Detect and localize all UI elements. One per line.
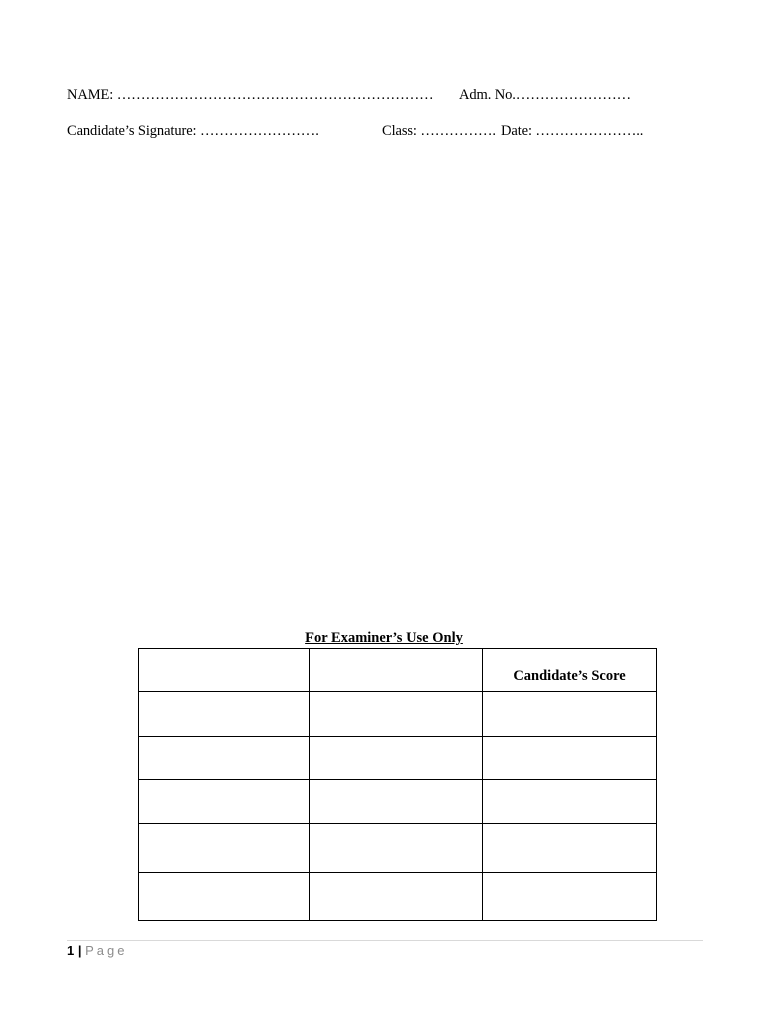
table-header-cell <box>310 649 483 692</box>
name-field-label: NAME: ………………………………………………………… <box>67 87 434 103</box>
table-cell[interactable] <box>483 873 657 921</box>
table-cell[interactable] <box>310 780 483 824</box>
signature-field-label: Candidate’s Signature: ……………………. <box>67 123 319 139</box>
table-header-cell <box>139 649 310 692</box>
table-cell[interactable] <box>483 780 657 824</box>
table-header-row <box>139 649 657 692</box>
footer-divider <box>67 940 703 941</box>
table-row <box>139 824 657 873</box>
footer-separator: | <box>77 943 82 958</box>
table-row <box>139 780 657 824</box>
table-cell[interactable] <box>310 692 483 737</box>
table-cell[interactable] <box>310 737 483 780</box>
table-cell[interactable] <box>139 692 310 737</box>
table-cell[interactable] <box>483 692 657 737</box>
table-cell[interactable] <box>310 824 483 873</box>
page-number: 1 <box>67 943 75 958</box>
table-cell[interactable] <box>483 737 657 780</box>
candidate-score-header: Candidate’s Score <box>483 649 657 692</box>
page-word: Page <box>85 943 128 958</box>
table-cell[interactable] <box>310 873 483 921</box>
page-footer <box>67 943 128 958</box>
table-cell[interactable] <box>139 737 310 780</box>
table-cell[interactable] <box>483 824 657 873</box>
table-cell[interactable] <box>139 873 310 921</box>
examiner-section-title: For Examiner’s Use Only <box>305 630 463 646</box>
table-cell[interactable] <box>139 824 310 873</box>
table-cell[interactable] <box>139 780 310 824</box>
adm-no-field-label: Adm. No.…………………… <box>459 87 631 103</box>
table-row <box>139 737 657 780</box>
table-row <box>139 873 657 921</box>
examiner-score-table <box>138 648 657 921</box>
date-field-label: Date: ………………….. <box>501 123 644 139</box>
table-row <box>139 692 657 737</box>
class-field-label: Class: ……………. <box>382 123 496 139</box>
